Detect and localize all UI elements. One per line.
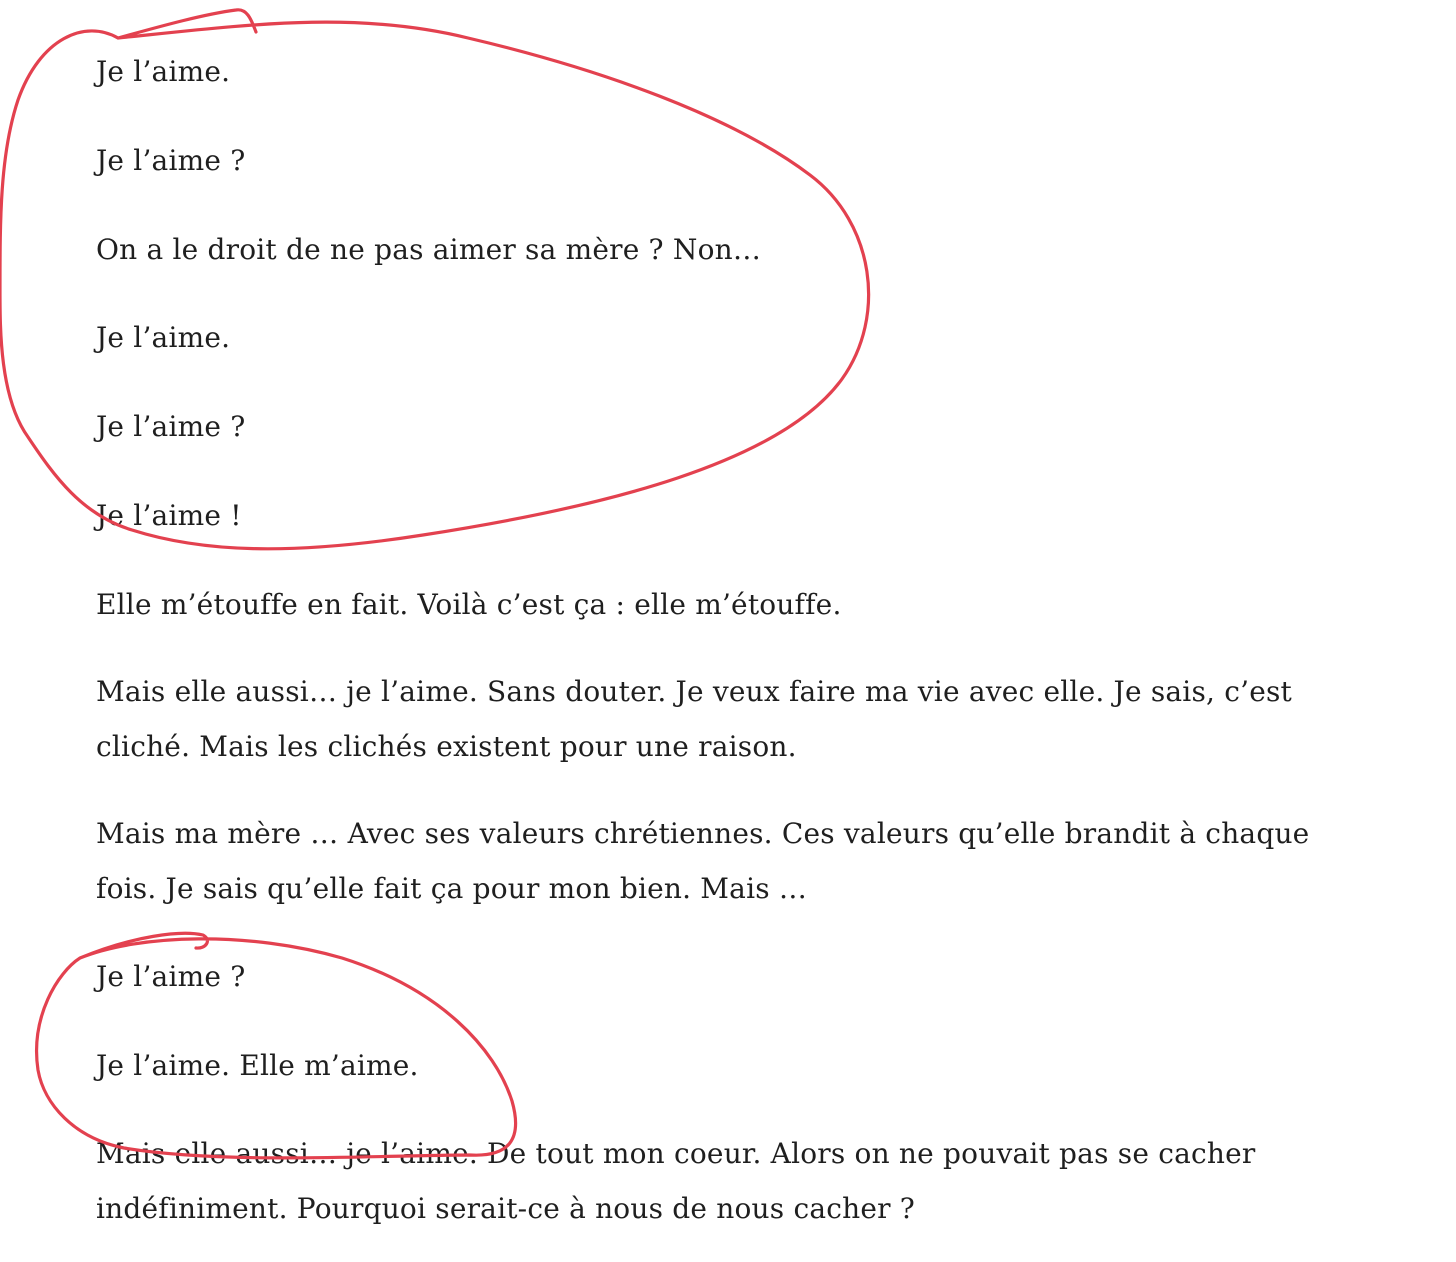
paragraph-1: Je l’aime.	[96, 55, 231, 88]
paragraph-6: Je l’aime !	[96, 499, 242, 532]
paragraph-9: Mais ma mère … Avec ses valeurs chrétiennes. Ces valeurs qu’elle brandit à chaque fois. Je sais qu’elle fait ça pour mon bien. Mais …	[96, 817, 1310, 905]
paragraph-8: Mais elle aussi… je l’aime. Sans douter. Je veux faire ma vie avec elle. Je sais, c’est cliché. Mais les clichés existent pour une raison.	[96, 675, 1292, 763]
paragraph-11: Je l’aime. Elle m’aime.	[96, 1049, 419, 1082]
paragraph-4: Je l’aime.	[96, 321, 231, 354]
paragraph-3: On a le droit de ne pas aimer sa mère ? Non…	[96, 233, 762, 266]
paragraph-12: Mais elle aussi… je l’aime. De tout mon coeur. Alors on ne pouvait pas se cacher indéfiniment. Pourquoi serait-ce à nous de nous cacher ?	[96, 1137, 1256, 1225]
paragraph-10: Je l’aime ?	[96, 960, 246, 993]
paragraph-2: Je l’aime ?	[96, 144, 246, 177]
paragraph-5: Je l’aime ?	[96, 410, 246, 443]
paragraph-7: Elle m’étouffe en fait. Voilà c’est ça : elle m’étouffe.	[96, 588, 842, 621]
